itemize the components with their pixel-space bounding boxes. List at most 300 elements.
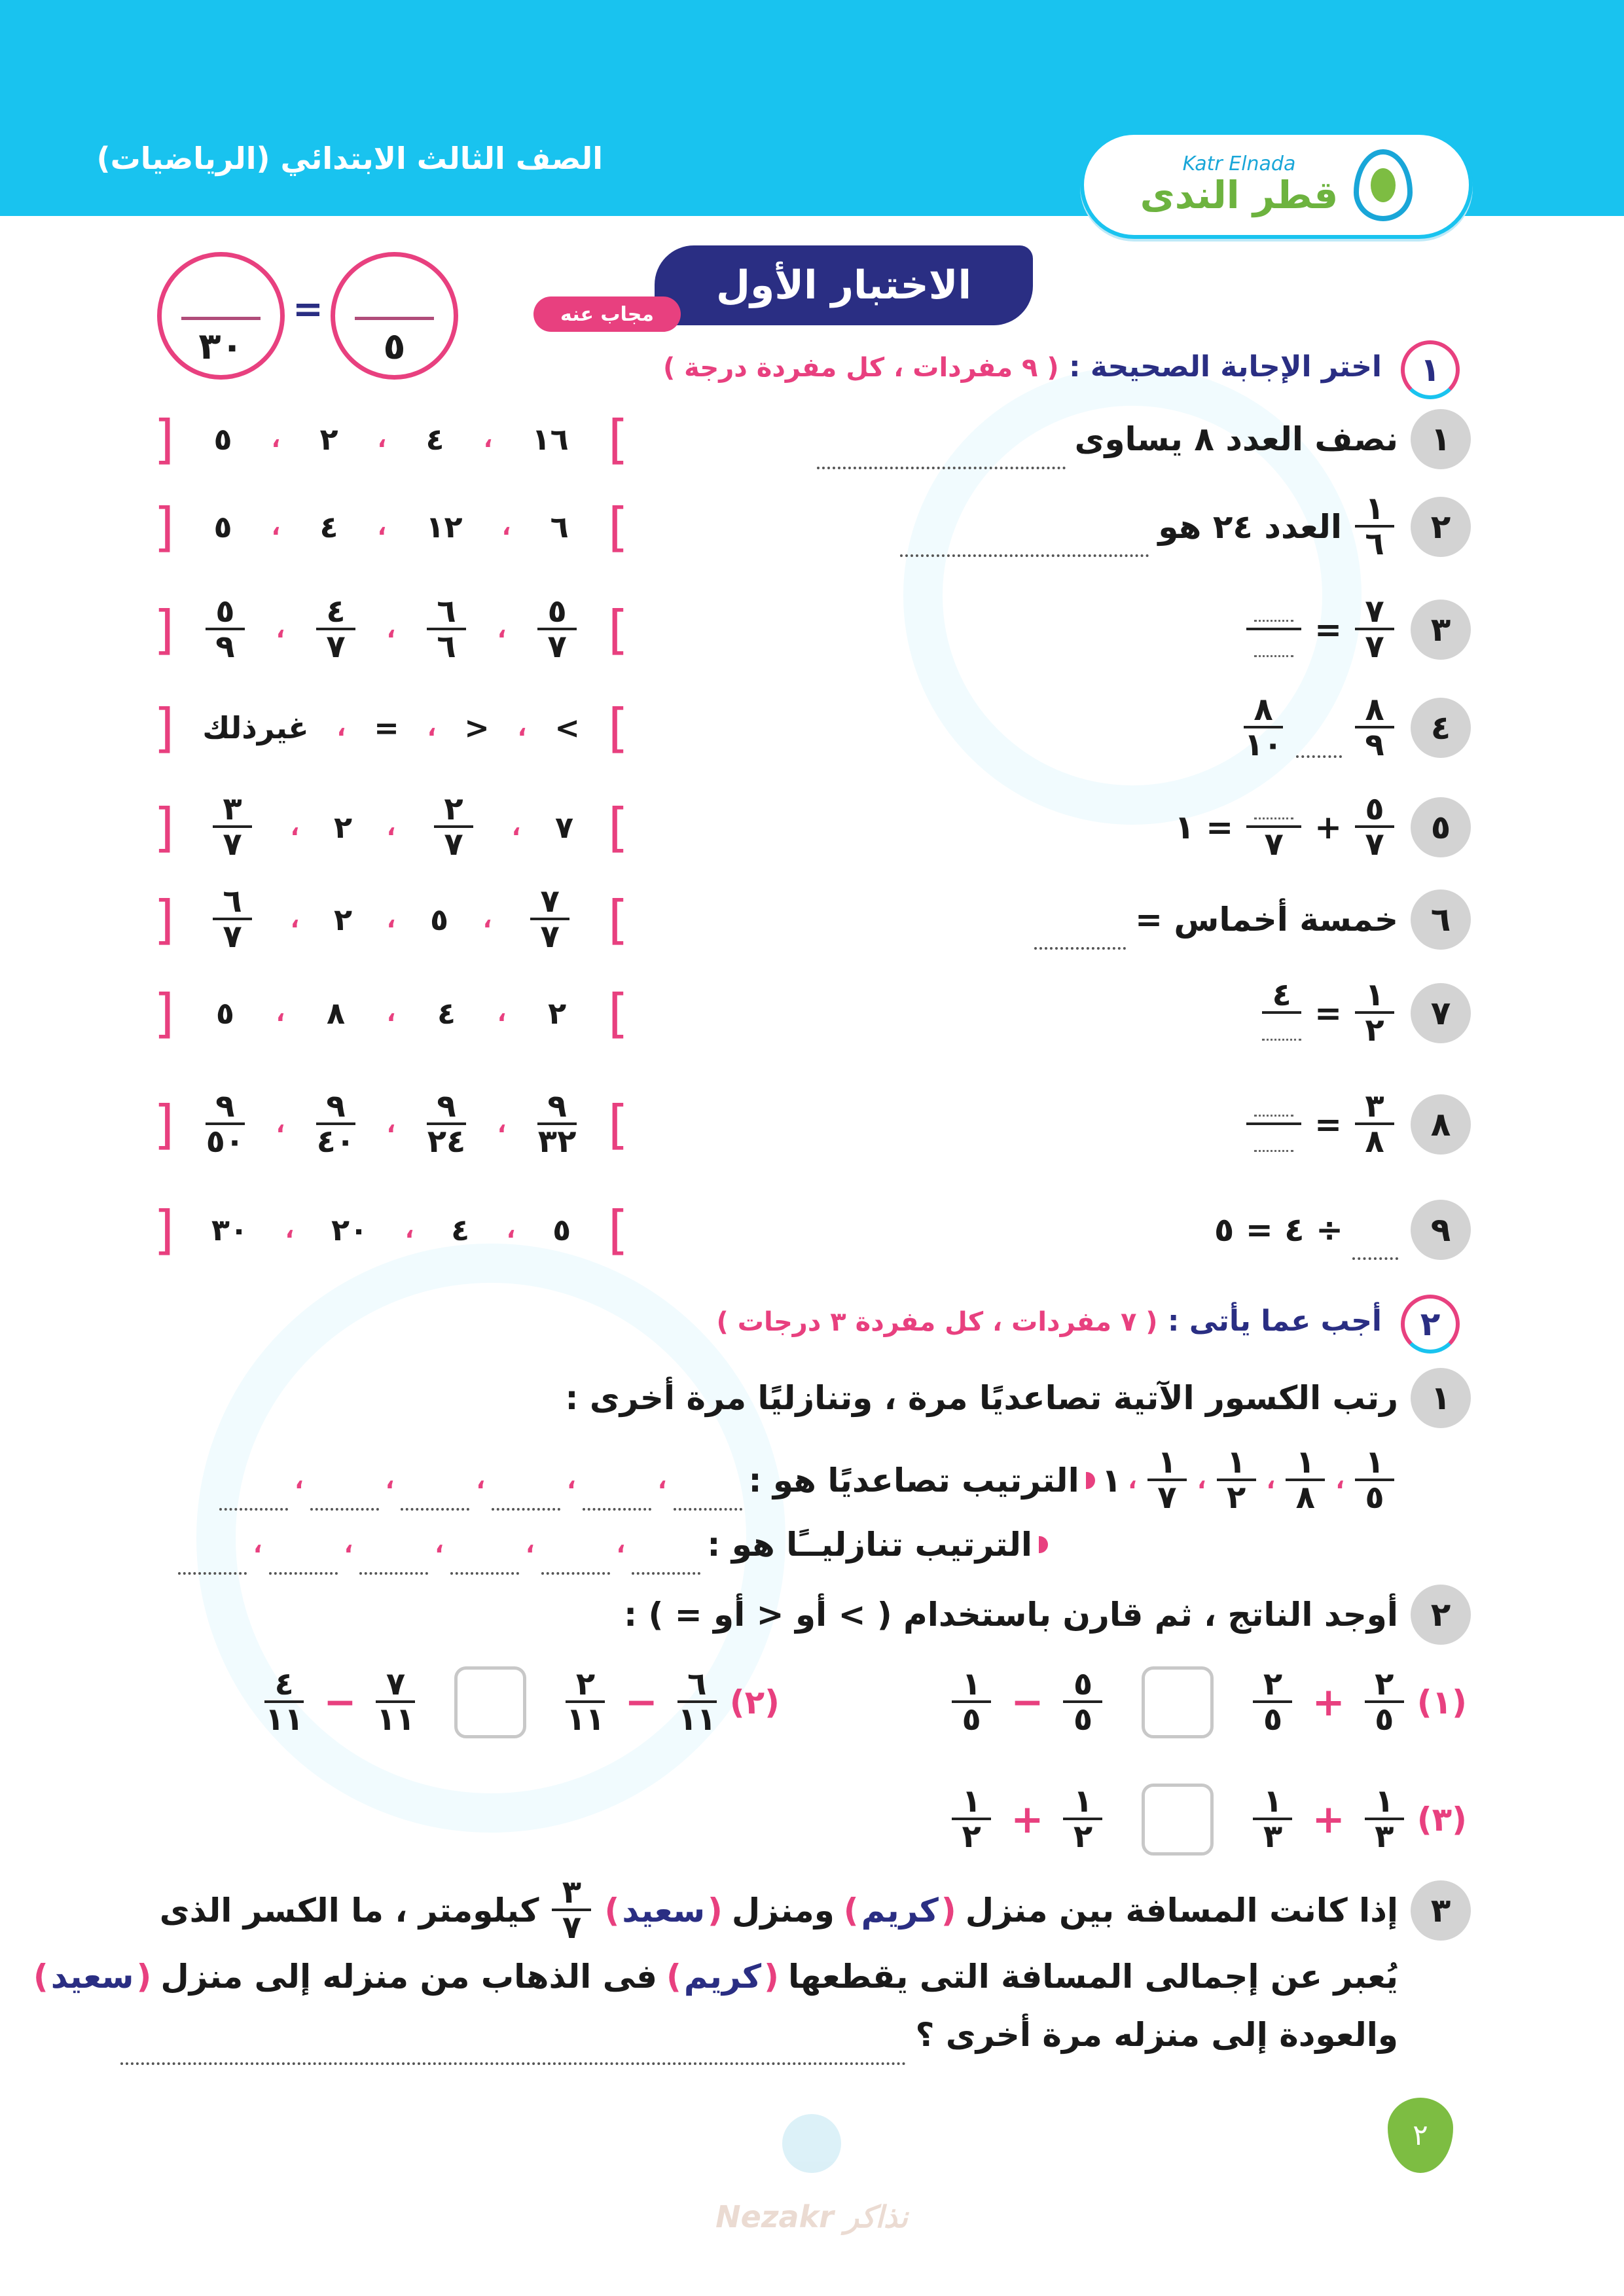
denominator: ٢: [1073, 1818, 1093, 1856]
numerator: ٢: [434, 793, 473, 828]
numerator: ١: [1286, 1446, 1325, 1481]
option-value[interactable]: ٧: [555, 810, 574, 845]
denominator: ١١: [376, 1701, 415, 1738]
descending-row: [178, 1505, 1048, 1584]
operator: −: [624, 1679, 658, 1725]
numerator: ٦: [427, 595, 466, 630]
question-text: [1174, 788, 1398, 867]
fraction: [434, 790, 473, 863]
fraction: [677, 1665, 717, 1738]
denominator: ٧: [223, 918, 242, 956]
separator: ،: [290, 906, 300, 933]
fraction: [1286, 1443, 1325, 1516]
separator: ،: [1197, 1467, 1206, 1494]
section-2-number: ٢: [1401, 1295, 1460, 1354]
separator: ،: [497, 616, 507, 643]
denominator: ١١: [677, 1701, 717, 1738]
separator: ،: [476, 1467, 486, 1494]
item-label: (٣): [1416, 1801, 1467, 1839]
watermark-text: Nezakr نذاكر: [715, 2199, 908, 2234]
fraction: [1365, 1665, 1404, 1738]
fraction: [552, 1873, 591, 1946]
text: فى الذهاب من منزله إلى منزل: [160, 1958, 658, 1996]
fraction: [1246, 793, 1301, 862]
numerator: ٩: [316, 1090, 355, 1125]
denominator: ٧: [326, 628, 346, 666]
section-1-heading: [663, 350, 1382, 384]
separator: ،: [385, 1467, 395, 1494]
name-highlight: ( سعيد ): [33, 1958, 151, 1996]
section-1-number: ١: [1401, 340, 1460, 399]
fraction: [537, 592, 577, 666]
answered-badge: مجاب عنه: [533, 296, 681, 332]
option-value[interactable]: ٣٠: [211, 1212, 249, 1247]
fraction: [376, 1665, 415, 1738]
nezakr-watermark: [707, 2114, 916, 2234]
options-row: [154, 791, 628, 863]
question-text: [900, 488, 1398, 566]
separator: ،: [405, 1216, 414, 1244]
option-value[interactable]: ٥: [430, 902, 449, 937]
header-title: الصف الثالث الابتدائي (الرياضيات): [96, 141, 603, 176]
bracket-open: ]: [607, 697, 628, 759]
answer-blank[interactable]: [269, 1555, 338, 1575]
option-value[interactable]: ٤: [451, 1212, 470, 1247]
comparison-item: [948, 1770, 1467, 1869]
answer-blank[interactable]: [1254, 596, 1293, 622]
bracket-close: [: [154, 1094, 175, 1155]
separator: ،: [501, 513, 511, 541]
bracket-close: [: [154, 889, 175, 950]
bracket-close: [: [154, 1199, 175, 1261]
numerator: ٩: [427, 1090, 466, 1125]
numerator: ١: [1355, 978, 1394, 1014]
fraction: [316, 592, 355, 666]
numerator: [1246, 1090, 1301, 1125]
separator: ،: [386, 814, 396, 841]
section-1-title: اختر الإجابة الصحيحة :: [1069, 350, 1382, 384]
question-number: ٣: [1411, 600, 1471, 660]
numerator: ٤: [264, 1668, 304, 1703]
separator: ،: [253, 1531, 262, 1558]
option-value[interactable]: ٤: [437, 996, 456, 1031]
comparison-item: [948, 1653, 1467, 1751]
text: +: [1314, 808, 1342, 846]
logo: [1080, 131, 1473, 239]
compare-box[interactable]: [1142, 1784, 1214, 1856]
question-number: ٦: [1411, 889, 1471, 950]
numerator: ٥: [206, 595, 245, 630]
option-value[interactable]: ١٦: [532, 422, 569, 457]
denominator: ٢: [1365, 1012, 1384, 1049]
answer-blank[interactable]: [178, 1555, 247, 1575]
bracket-close: [: [154, 982, 175, 1044]
answer-blank[interactable]: [1254, 631, 1293, 657]
bracket-open: ]: [607, 982, 628, 1044]
section-1-subtitle: ( ٩ مفردات ، كل مفردة درجة ): [662, 353, 1059, 383]
denominator: ٩: [1365, 726, 1384, 764]
bullet-icon: [1039, 1536, 1048, 1553]
text: والعودة إلى منزله مرة أخرى ؟: [915, 2016, 1398, 2054]
fraction: [1253, 1665, 1292, 1738]
option-value[interactable]: =: [374, 710, 399, 745]
question-number: ٧: [1411, 983, 1471, 1043]
fraction: [1253, 1782, 1292, 1856]
text: رتب الكسور الآتية تصاعديًا مرة ، وتنازليًا مرة أخرى :: [565, 1379, 1398, 1417]
denominator: ٧: [223, 826, 242, 863]
bracket-open: ]: [607, 408, 628, 470]
text: العدد ٢٤ هو: [1158, 508, 1342, 546]
operator: +: [1312, 1679, 1345, 1725]
options-row: [154, 977, 628, 1049]
question-text: [1258, 974, 1398, 1052]
separator: ،: [427, 714, 437, 742]
page-number: ٢: [1388, 2098, 1453, 2173]
bracket-close: [: [154, 496, 175, 558]
denominator: ٧: [444, 826, 463, 863]
bracket-close: [: [154, 599, 175, 660]
bracket-open: ]: [607, 1094, 628, 1155]
drop-icon: [1354, 149, 1413, 221]
denominator: ٢: [962, 1818, 981, 1856]
separator: ،: [271, 513, 281, 541]
numerator: ٤: [1262, 978, 1301, 1014]
denominator: ٥٠: [206, 1123, 245, 1160]
separator: ،: [525, 1531, 535, 1558]
question-number: ١: [1411, 409, 1471, 469]
denominator: ٧: [547, 628, 567, 666]
answer-blank[interactable]: [1296, 738, 1342, 758]
numerator: [1246, 793, 1301, 828]
text: =: [1314, 1105, 1342, 1143]
numerator: ٦: [213, 885, 252, 920]
separator: ،: [497, 1111, 507, 1138]
fraction: [213, 790, 252, 863]
denominator: ٢: [1226, 1479, 1246, 1516]
answer-blank[interactable]: [359, 1555, 428, 1575]
score-circle-scaled: [331, 252, 458, 380]
separator: ،: [377, 513, 387, 541]
separator: ،: [344, 1531, 353, 1558]
question-text: [566, 1359, 1398, 1437]
exam-title: الاختبار الأول: [655, 245, 1033, 325]
options-row: [154, 884, 628, 956]
graduate-icon: [782, 2114, 841, 2173]
operator: −: [1011, 1679, 1044, 1725]
text: يُعبر عن إجمالى المسافة التى يقطعها: [787, 1958, 1398, 1996]
denominator: ٥: [1263, 1701, 1283, 1738]
section-2-subtitle: ( ٧ مفردات ، كل مفردة ٣ درجات ): [716, 1307, 1158, 1337]
denominator: [1262, 1014, 1301, 1048]
fraction: [213, 882, 252, 956]
question-text: [1242, 590, 1398, 669]
text: كيلومتر ، ما الكسر الذى: [159, 1892, 539, 1929]
separator: ،: [386, 999, 396, 1027]
operator: +: [1011, 1797, 1044, 1842]
separator: ،: [386, 906, 396, 933]
question-number: ١: [1411, 1368, 1471, 1428]
text: =: [1314, 611, 1342, 649]
fraction: [1355, 790, 1394, 863]
question-text: [1214, 1191, 1398, 1269]
question-text: [1034, 880, 1398, 959]
numerator: ١: [1365, 1785, 1404, 1820]
separator: ،: [657, 1467, 667, 1494]
option-value[interactable]: ٢: [319, 422, 338, 457]
numerator: ٢: [566, 1668, 605, 1703]
option-value[interactable]: ٤: [425, 422, 444, 457]
name-highlight: ( سعيد ): [604, 1892, 722, 1929]
question-text: [1240, 689, 1398, 767]
denominator: ٥: [1375, 1701, 1394, 1738]
option-value[interactable]: غيرذلك: [202, 710, 309, 745]
numerator: ٥: [1355, 793, 1394, 828]
options-row: [154, 692, 628, 764]
fraction: [952, 1782, 991, 1856]
separator: ،: [616, 1531, 626, 1558]
fraction: [206, 1087, 245, 1160]
expression: ١ =: [1174, 808, 1234, 846]
answer-blank[interactable]: [632, 1555, 700, 1575]
denominator: [1254, 630, 1293, 664]
operator: +: [1312, 1797, 1345, 1842]
bracket-open: ]: [607, 1199, 628, 1261]
question-number: ٩: [1411, 1200, 1471, 1260]
name-highlight: ( كريم ): [666, 1958, 779, 1996]
separator: ،: [377, 425, 387, 453]
question-text: [120, 1996, 1398, 2074]
fraction: [1355, 693, 1394, 762]
fraction: [1246, 1090, 1301, 1159]
separator: ،: [290, 814, 300, 841]
section-2-title: أجب عما يأتى :: [1167, 1304, 1382, 1338]
bracket-close: [: [154, 697, 175, 759]
fraction: [264, 1665, 304, 1738]
fraction: [427, 592, 466, 666]
score-scaled: ٥: [383, 325, 406, 368]
numerator: ٨: [1355, 693, 1394, 728]
fraction: [206, 592, 245, 666]
options-row: [154, 1088, 628, 1160]
options-row: [154, 491, 628, 563]
denominator: ٣٢: [537, 1123, 577, 1160]
fraction: [1262, 978, 1301, 1048]
separator: ،: [276, 616, 285, 643]
fraction: [1063, 1665, 1102, 1738]
denominator: ٧: [540, 918, 560, 956]
denominator: ٤٠: [316, 1123, 355, 1160]
fraction: [1365, 1782, 1404, 1856]
separator: ،: [276, 999, 285, 1027]
denominator: [1254, 1125, 1293, 1159]
bracket-open: ]: [607, 599, 628, 660]
denominator: ٧: [1365, 628, 1384, 666]
separator: ،: [386, 1111, 396, 1138]
whole-number: ١: [1101, 1462, 1122, 1499]
numerator: ١: [952, 1668, 991, 1703]
denominator: ١٠: [1244, 726, 1283, 764]
fraction: [537, 1087, 577, 1160]
denominator: ٦: [437, 628, 456, 666]
option-value[interactable]: ٥: [213, 422, 232, 457]
denominator: ٢٤: [427, 1123, 466, 1160]
separator: ،: [336, 714, 346, 742]
answer-blank[interactable]: [450, 1555, 519, 1575]
fraction: [1355, 492, 1394, 562]
option-value[interactable]: ١٢: [425, 509, 463, 545]
numerator: ٤: [316, 595, 355, 630]
answer-blank[interactable]: [120, 2045, 906, 2065]
fraction: [566, 1665, 605, 1738]
logo-text-en: Katr Elnada: [1182, 152, 1296, 176]
question-text: [624, 1575, 1398, 1654]
question-text: [817, 400, 1398, 478]
numerator: ٥: [537, 595, 577, 630]
ascending-label: الترتيب تصاعديًا هو :: [748, 1462, 1079, 1499]
numerator: ٩: [206, 1090, 245, 1125]
option-value[interactable]: ٨: [326, 996, 346, 1031]
bracket-open: ]: [607, 889, 628, 950]
text: خمسة أخماس =: [1135, 901, 1398, 939]
fraction: [1355, 1087, 1394, 1160]
expression: ٤ = ٥ ÷: [1214, 1211, 1343, 1249]
bracket-open: ]: [607, 496, 628, 558]
descending-label: الترتيب تنازليــًا هو :: [707, 1526, 1032, 1564]
option-value[interactable]: ٥: [215, 996, 234, 1031]
fraction: [1217, 1443, 1256, 1516]
fraction: [1063, 1782, 1102, 1856]
denominator: ٥: [1073, 1701, 1093, 1738]
numerator: ٧: [1355, 595, 1394, 630]
separator: ،: [483, 425, 493, 453]
bracket-close: [: [154, 408, 175, 470]
numerator: ١: [1217, 1446, 1256, 1481]
option-value[interactable]: ٤: [319, 509, 338, 545]
answer-blank[interactable]: [1034, 930, 1126, 950]
answer-blank[interactable]: [541, 1555, 610, 1575]
denominator: ٣: [1263, 1818, 1283, 1856]
fraction: [427, 1087, 466, 1160]
separator: ،: [511, 814, 521, 841]
numerator: ٥: [1063, 1668, 1102, 1703]
compare-box[interactable]: [1142, 1666, 1214, 1738]
separator: ،: [517, 714, 527, 742]
numerator: ٧: [530, 885, 569, 920]
answer-blank[interactable]: [900, 537, 1149, 557]
fraction: [316, 1087, 355, 1160]
question-number: ٨: [1411, 1094, 1471, 1155]
separator: ،: [1335, 1467, 1344, 1494]
separator: ،: [482, 906, 492, 933]
numerator: ١: [1355, 492, 1394, 528]
separator: ،: [567, 1467, 576, 1494]
denominator: ٧: [1365, 826, 1384, 863]
question-number: ٣: [1411, 1880, 1471, 1941]
denominator: ٧: [1157, 1479, 1177, 1516]
option-symbol[interactable]: <: [554, 710, 580, 745]
numerator: ٣: [213, 793, 252, 828]
option-value[interactable]: ٢٠: [331, 1212, 369, 1247]
option-value[interactable]: ٢: [333, 902, 353, 937]
answer-blank[interactable]: [1254, 1126, 1293, 1152]
numerator: ٧: [376, 1668, 415, 1703]
name-highlight: ( كريم ): [844, 1892, 956, 1929]
fraction: [1355, 1443, 1394, 1516]
logo-words: [1140, 153, 1339, 217]
numerator: ٢: [1365, 1668, 1404, 1703]
numerator: ٨: [1244, 693, 1283, 728]
operator: −: [323, 1679, 357, 1725]
bracket-close: [: [154, 797, 175, 858]
question-number: ٥: [1411, 797, 1471, 857]
numerator: ٢: [1253, 1668, 1292, 1703]
question-number: ٢: [1411, 1585, 1471, 1645]
answer-blank[interactable]: [1262, 1014, 1301, 1041]
fraction: [530, 882, 569, 956]
numerator: ١: [1063, 1785, 1102, 1820]
separator: ،: [295, 1467, 304, 1494]
option-value[interactable]: ٦: [550, 509, 569, 545]
numerator: ٣: [552, 1876, 591, 1911]
option-value[interactable]: ٥: [213, 509, 232, 545]
numerator: ١: [1253, 1785, 1292, 1820]
compare-box[interactable]: [454, 1666, 526, 1738]
option-value[interactable]: ٢: [333, 810, 353, 845]
text: نصف العدد ٨ يساوى: [1074, 420, 1398, 458]
text: =: [1314, 994, 1342, 1032]
fraction: [1244, 693, 1283, 762]
separator: ،: [386, 616, 396, 643]
text: إذا كانت المسافة بين منزل: [965, 1892, 1398, 1929]
section-2-heading: [717, 1304, 1382, 1338]
option-symbol[interactable]: >: [464, 710, 490, 745]
logo-text-ar: قطر الندى: [1140, 173, 1339, 218]
numerator: ١: [1147, 1446, 1187, 1481]
bullet-icon: [1086, 1472, 1095, 1489]
item-label: (٢): [729, 1683, 780, 1721]
denominator: ٥: [962, 1701, 981, 1738]
item-label: (١): [1416, 1683, 1467, 1721]
denominator: ٨: [1295, 1479, 1315, 1516]
numerator: [1246, 595, 1301, 630]
option-value[interactable]: ٥: [552, 1212, 571, 1247]
text: ومنزل: [731, 1892, 835, 1929]
answer-blank[interactable]: [1352, 1240, 1398, 1260]
denominator: ٨: [1365, 1123, 1384, 1160]
question-number: ٤: [1411, 698, 1471, 758]
equals-sign: =: [293, 288, 323, 331]
bracket-open: ]: [607, 797, 628, 858]
score-total: ٣٠: [198, 325, 244, 368]
separator: ،: [435, 1531, 444, 1558]
numerator: ٣: [1355, 1090, 1394, 1125]
answer-blank[interactable]: [817, 450, 1066, 469]
options-row: [154, 403, 628, 475]
fraction: [1355, 592, 1394, 666]
numerator: ٩: [537, 1090, 577, 1125]
answer-blank[interactable]: [1254, 793, 1293, 819]
answer-blank[interactable]: [1254, 1090, 1293, 1117]
separator: ،: [1128, 1467, 1137, 1494]
fraction: [1246, 595, 1301, 664]
numerator: ٦: [677, 1668, 717, 1703]
denominator: ٥: [1365, 1479, 1384, 1516]
option-value[interactable]: ٢: [548, 996, 567, 1031]
fraction: [1147, 1443, 1187, 1516]
denominator: ١١: [566, 1701, 605, 1738]
text: أوجد الناتج ، ثم قارن باستخدام ( > أو < أو = ) :: [624, 1596, 1398, 1634]
denominator: ٩: [215, 628, 235, 666]
